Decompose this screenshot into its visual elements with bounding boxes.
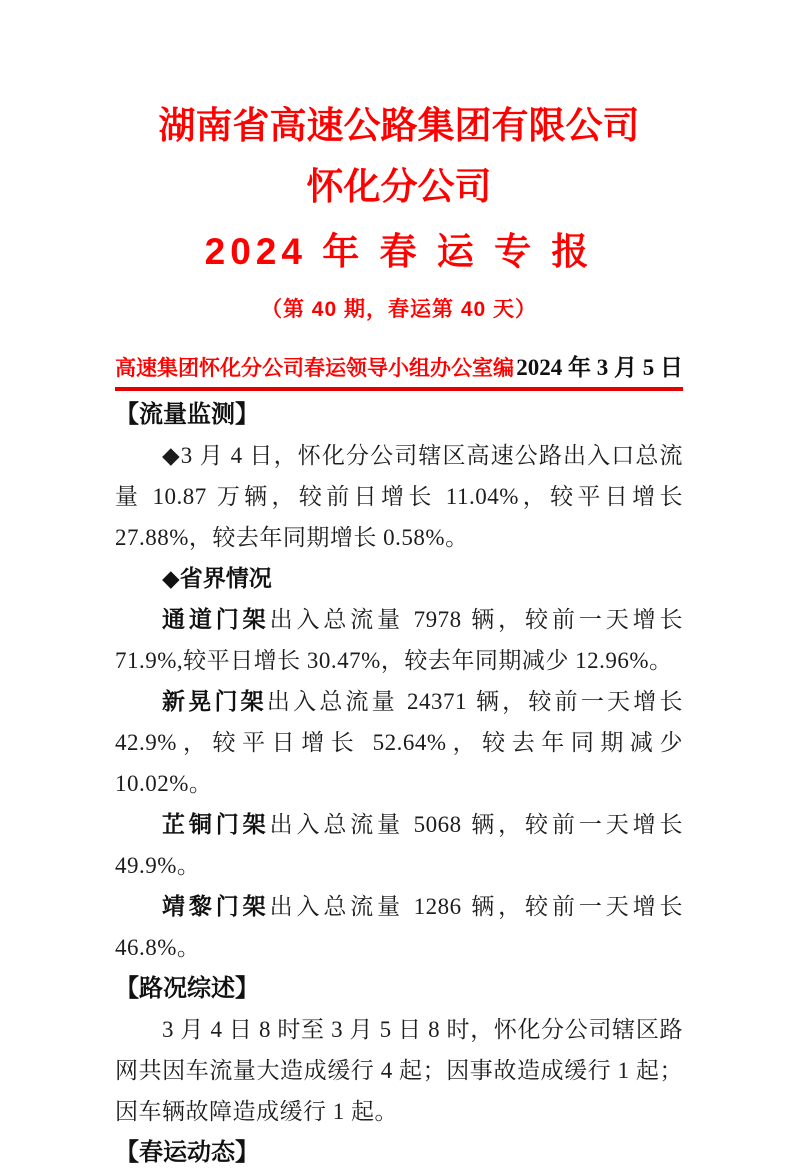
document-body xyxy=(115,0,683,1173)
gantry-detail-tongdao: 出入总流量 7978 辆，较前一天增长 71.9%,较平日增长 30.47%，较去年同期减少 12.96%。 xyxy=(115,607,684,673)
gantry-name-jingli: 靖黎门架 xyxy=(162,893,270,919)
doc-title-line3: 2024 年 春 运 专 报 xyxy=(204,231,594,272)
gantry-paragraph-zhitong xyxy=(115,804,683,886)
gantry-paragraph-xinhuang xyxy=(115,681,683,804)
issue-date: 2024 年 3 月 5 日 xyxy=(516,355,683,380)
gantry-name-zhitong: 芷铜门架 xyxy=(162,811,270,837)
gantry-detail-zhitong: 出入总流量 5068 辆，较前一天增长 49.9%。 xyxy=(115,812,684,878)
doc-title-line2: 怀化分公司 xyxy=(306,166,492,207)
masthead-rule xyxy=(115,349,683,391)
gantry-detail-xinhuang: 出入总流量 24371 辆，较前一天增长 42.9%，较平日增长 52.64%，较去年同期减少 10.02%。 xyxy=(115,689,684,796)
section-header-road-conditions: 【路况综述】 xyxy=(115,975,259,1002)
doc-issue-subtitle: （第 40 期，春运第 40 天） xyxy=(260,298,538,321)
section-header-flow-monitoring: 【流量监测】 xyxy=(115,401,259,428)
report-content xyxy=(115,394,683,1173)
gantry-detail-jingli: 出入总流量 1286 辆，较前一天增长 46.8%。 xyxy=(115,894,684,960)
editor-office-label: 高速集团怀化分公司春运领导小组办公室编 xyxy=(115,357,514,380)
subheader-provincial-border: ◆省界情况 xyxy=(162,565,272,591)
road-conditions-paragraph: 3 月 4 日 8 时至 3 月 5 日 8 时，怀化分公司辖区路网共因车流量大造成缓行 4 起；因事故造成缓行 1 起；因车辆故障造成缓行 1 起。 xyxy=(115,1017,683,1124)
gantry-paragraph-jingli xyxy=(115,886,683,968)
gantry-name-tongdao: 通道门架 xyxy=(162,606,270,632)
flow-summary-paragraph: ◆3 月 4 日，怀化分公司辖区高速公路出入口总流量 10.87 万辆，较前日增长 11.04%，较平日增长 27.88%，较去年同期增长 0.58%。 xyxy=(115,443,683,550)
gantry-paragraph-tongdao xyxy=(115,599,683,681)
section-header-spring-travel-updates: 【春运动态】 xyxy=(115,1139,259,1166)
doc-title-line1: 湖南省高速公路集团有限公司 xyxy=(158,105,640,146)
gantry-name-xinhuang: 新晃门架 xyxy=(162,688,267,714)
